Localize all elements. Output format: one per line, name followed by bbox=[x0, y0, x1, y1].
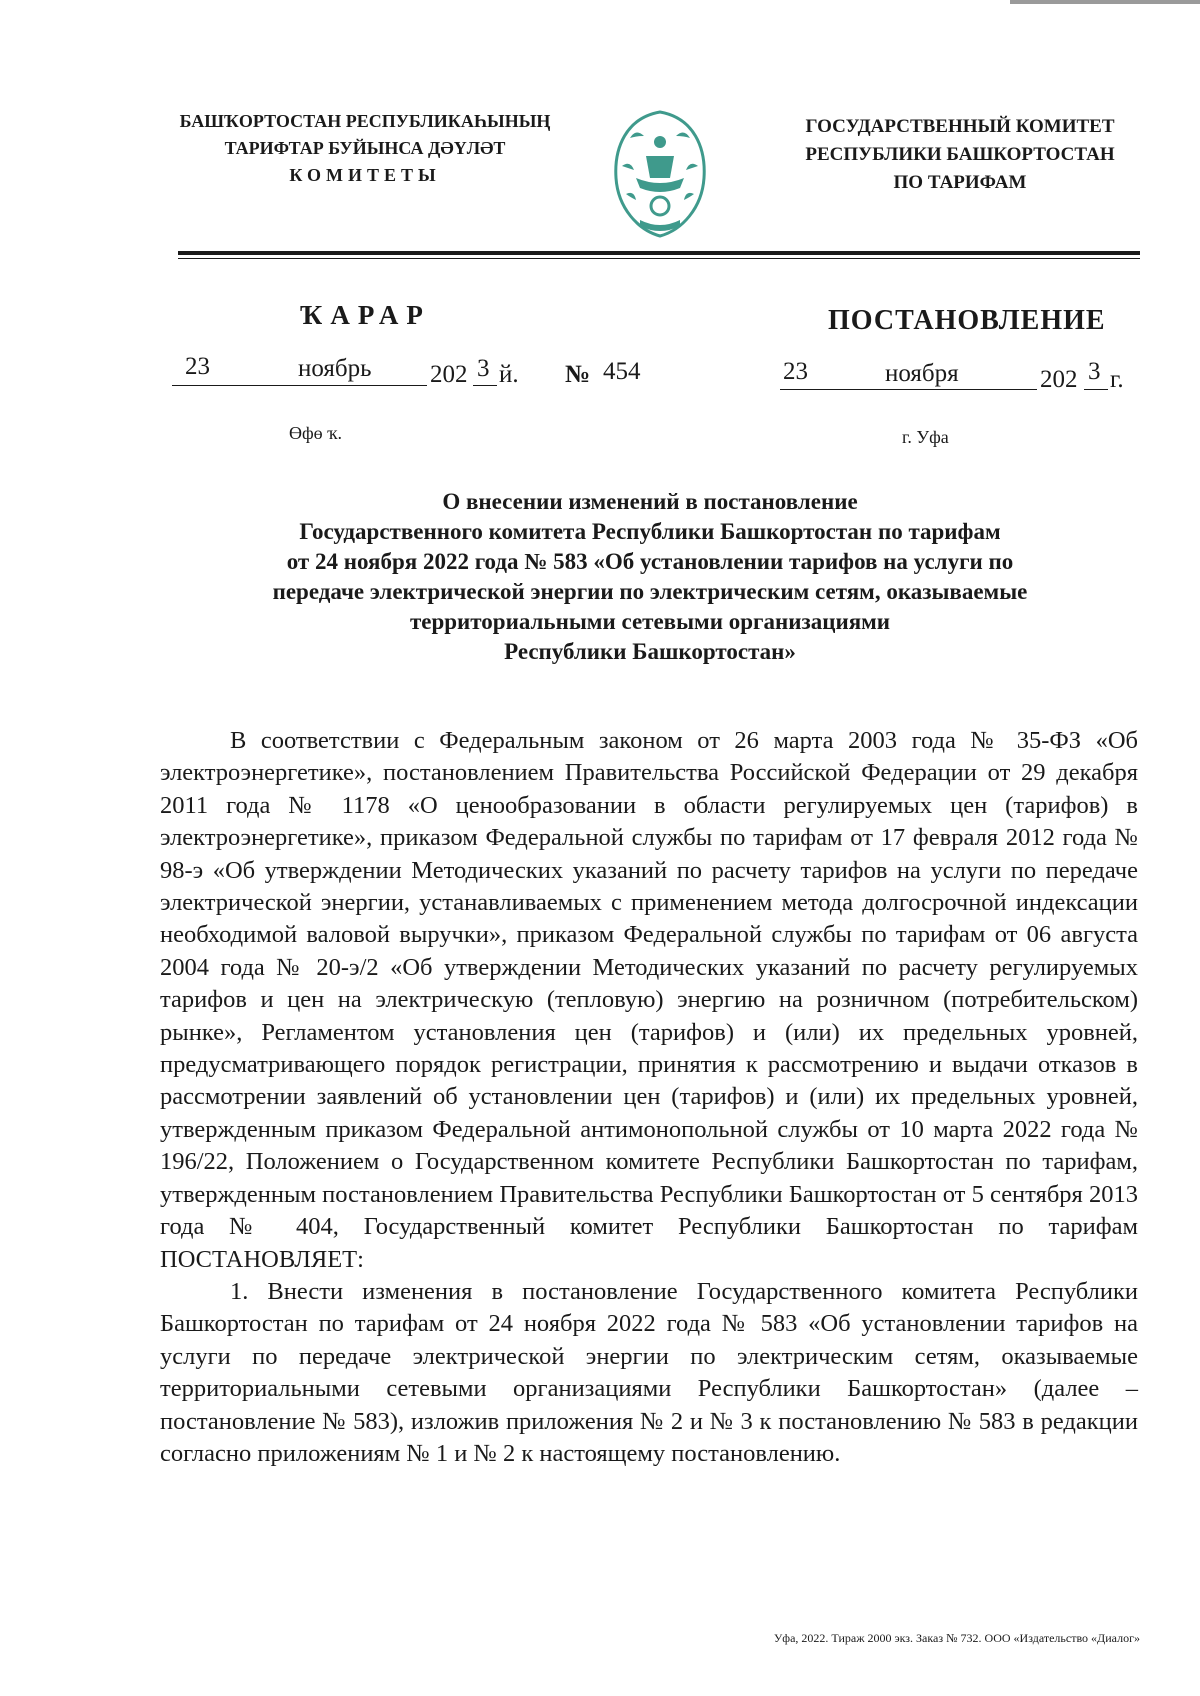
date-left-year-prefix: 202 bbox=[430, 361, 468, 388]
bashkortostan-emblem-icon bbox=[606, 108, 714, 240]
date-left-month: ноябрь bbox=[298, 355, 372, 382]
print-footer: Уфа, 2022. Тираж 2000 экз. Заказ № 732. ООО «Издательство «Диалог» bbox=[773, 1631, 1140, 1645]
date-left-day: 23 bbox=[185, 353, 210, 380]
date-right-underline bbox=[780, 389, 1037, 390]
date-left-underline bbox=[172, 385, 427, 386]
date-left-year-suffix: й. bbox=[499, 361, 519, 388]
title-postanovlenie: ПОСТАНОВЛЕНИЕ bbox=[828, 305, 1106, 336]
date-right-year-underline bbox=[1084, 389, 1108, 390]
body-paragraph-1: В соответствии с Федеральным законом от 26 марта 2003 года № 35-ФЗ «Об электроэнергетике», постановлением Правительства Российской Федерации от 29 декабря 2011 года № 1178 «О ценообразовании в области регулируемых цен (тарифов) в электроэнергетике», приказом Федеральной службы по тарифам от 17 февраля 2012 года № 98-э «Об утверждении Методических указаний по расчету тарифов на услуги по передаче электрической энергии, устанавливаемых с применением метода долгосрочной индексации необходимой валовой выручки», приказом Федеральной службы по тарифам от 06 августа 2004 года № 20-э/2 «Об утверждении Методических указаний по расчету регулируемых тарифов и цен на электрическую (тепловую) энергию на розничном (потребительском) рынке», Регламентом установления цен (тарифов) и (или) их предельных уровней, предусматривающего порядок регистрации, принятия к рассмотрению и выдачи отказов в рассмотрении заявлений об установлении цен (тарифов) и (или) их предельных уровней, утвержденным приказом Федеральной антимонопольной службы от 10 марта 2022 года № 196/22, Положением о Государственном комитете Республики Башкортостан по тарифам, утвержденным постановлением Правительства Республики Башкортостан от 5 сентября 2013 года № 404, Государственный комитет Республики Башкортостан по тарифам ПОСТАНОВЛЯЕТ: bbox=[160, 727, 1138, 1273]
header-left-line3: КОМИТЕТЫ bbox=[289, 165, 441, 185]
header-divider-thick bbox=[178, 251, 1140, 255]
subject-line2: Государственного комитета Республики Башкортостан по тарифам bbox=[299, 519, 1001, 544]
date-left-year-underline bbox=[473, 385, 497, 386]
header-left-bashkir bbox=[150, 108, 580, 189]
date-right-day: 23 bbox=[783, 358, 808, 385]
body-paragraph-2: 1. Внести изменения в постановление Государственного комитета Республики Башкортостан по тарифам от 24 ноября 2022 года № 583 «Об установлении тарифов на услуги по передаче электрической энергии по электрическим сетям, оказываемые территориальными сетевыми организациями Республики Башкортостан» (далее – постановление № 583), изложив приложения № 2 и № 3 к постановлению № 583 в редакции согласно приложениям № 1 и № 2 к настоящему постановлению. bbox=[160, 1277, 1138, 1467]
date-right-year-suffix: г. bbox=[1110, 366, 1124, 393]
header-right-line3: ПО ТАРИФАМ bbox=[893, 172, 1027, 193]
header-right-line1: ГОСУДАРСТВЕННЫЙ КОМИТЕТ bbox=[805, 116, 1115, 137]
city-right: г. Уфа bbox=[902, 427, 949, 447]
header-right-russian bbox=[770, 113, 1150, 197]
header-left-line2: ТАРИФТАР БУЙЫНСА ДӘҮЛӘТ bbox=[224, 138, 506, 158]
header-left-line1: БАШҠОРТОСТАН РЕСПУБЛИКАҺЫНЫҢ bbox=[179, 111, 551, 131]
date-left-year-digit: 3 bbox=[477, 355, 490, 382]
date-right-year-prefix: 202 bbox=[1040, 366, 1078, 393]
subject-line4: передаче электрической энергии по электрическим сетям, оказываемые bbox=[272, 579, 1028, 604]
doc-number: 454 bbox=[603, 358, 641, 385]
doc-number-sign: № bbox=[565, 361, 591, 388]
date-right-year-digit: 3 bbox=[1088, 358, 1101, 385]
document-subject bbox=[150, 487, 1150, 667]
title-karar: ҠАРАР bbox=[300, 300, 431, 330]
date-right-month: ноября bbox=[885, 360, 959, 387]
subject-line1: О внесении изменений в постановление bbox=[442, 489, 858, 514]
subject-line5: территориальными сетевыми организациями bbox=[409, 609, 891, 634]
subject-line6: Республики Башкортостан» bbox=[504, 639, 796, 664]
city-left: Өфө ҡ. bbox=[289, 423, 342, 443]
scan-edge-mark bbox=[1010, 0, 1200, 4]
document-body bbox=[160, 725, 1138, 1470]
header-divider-thin bbox=[178, 258, 1140, 259]
subject-line3: от 24 ноября 2022 года № 583 «Об установлении тарифов на услуги по bbox=[286, 549, 1014, 574]
header-right-line2: РЕСПУБЛИКИ БАШКОРТОСТАН bbox=[805, 144, 1115, 165]
